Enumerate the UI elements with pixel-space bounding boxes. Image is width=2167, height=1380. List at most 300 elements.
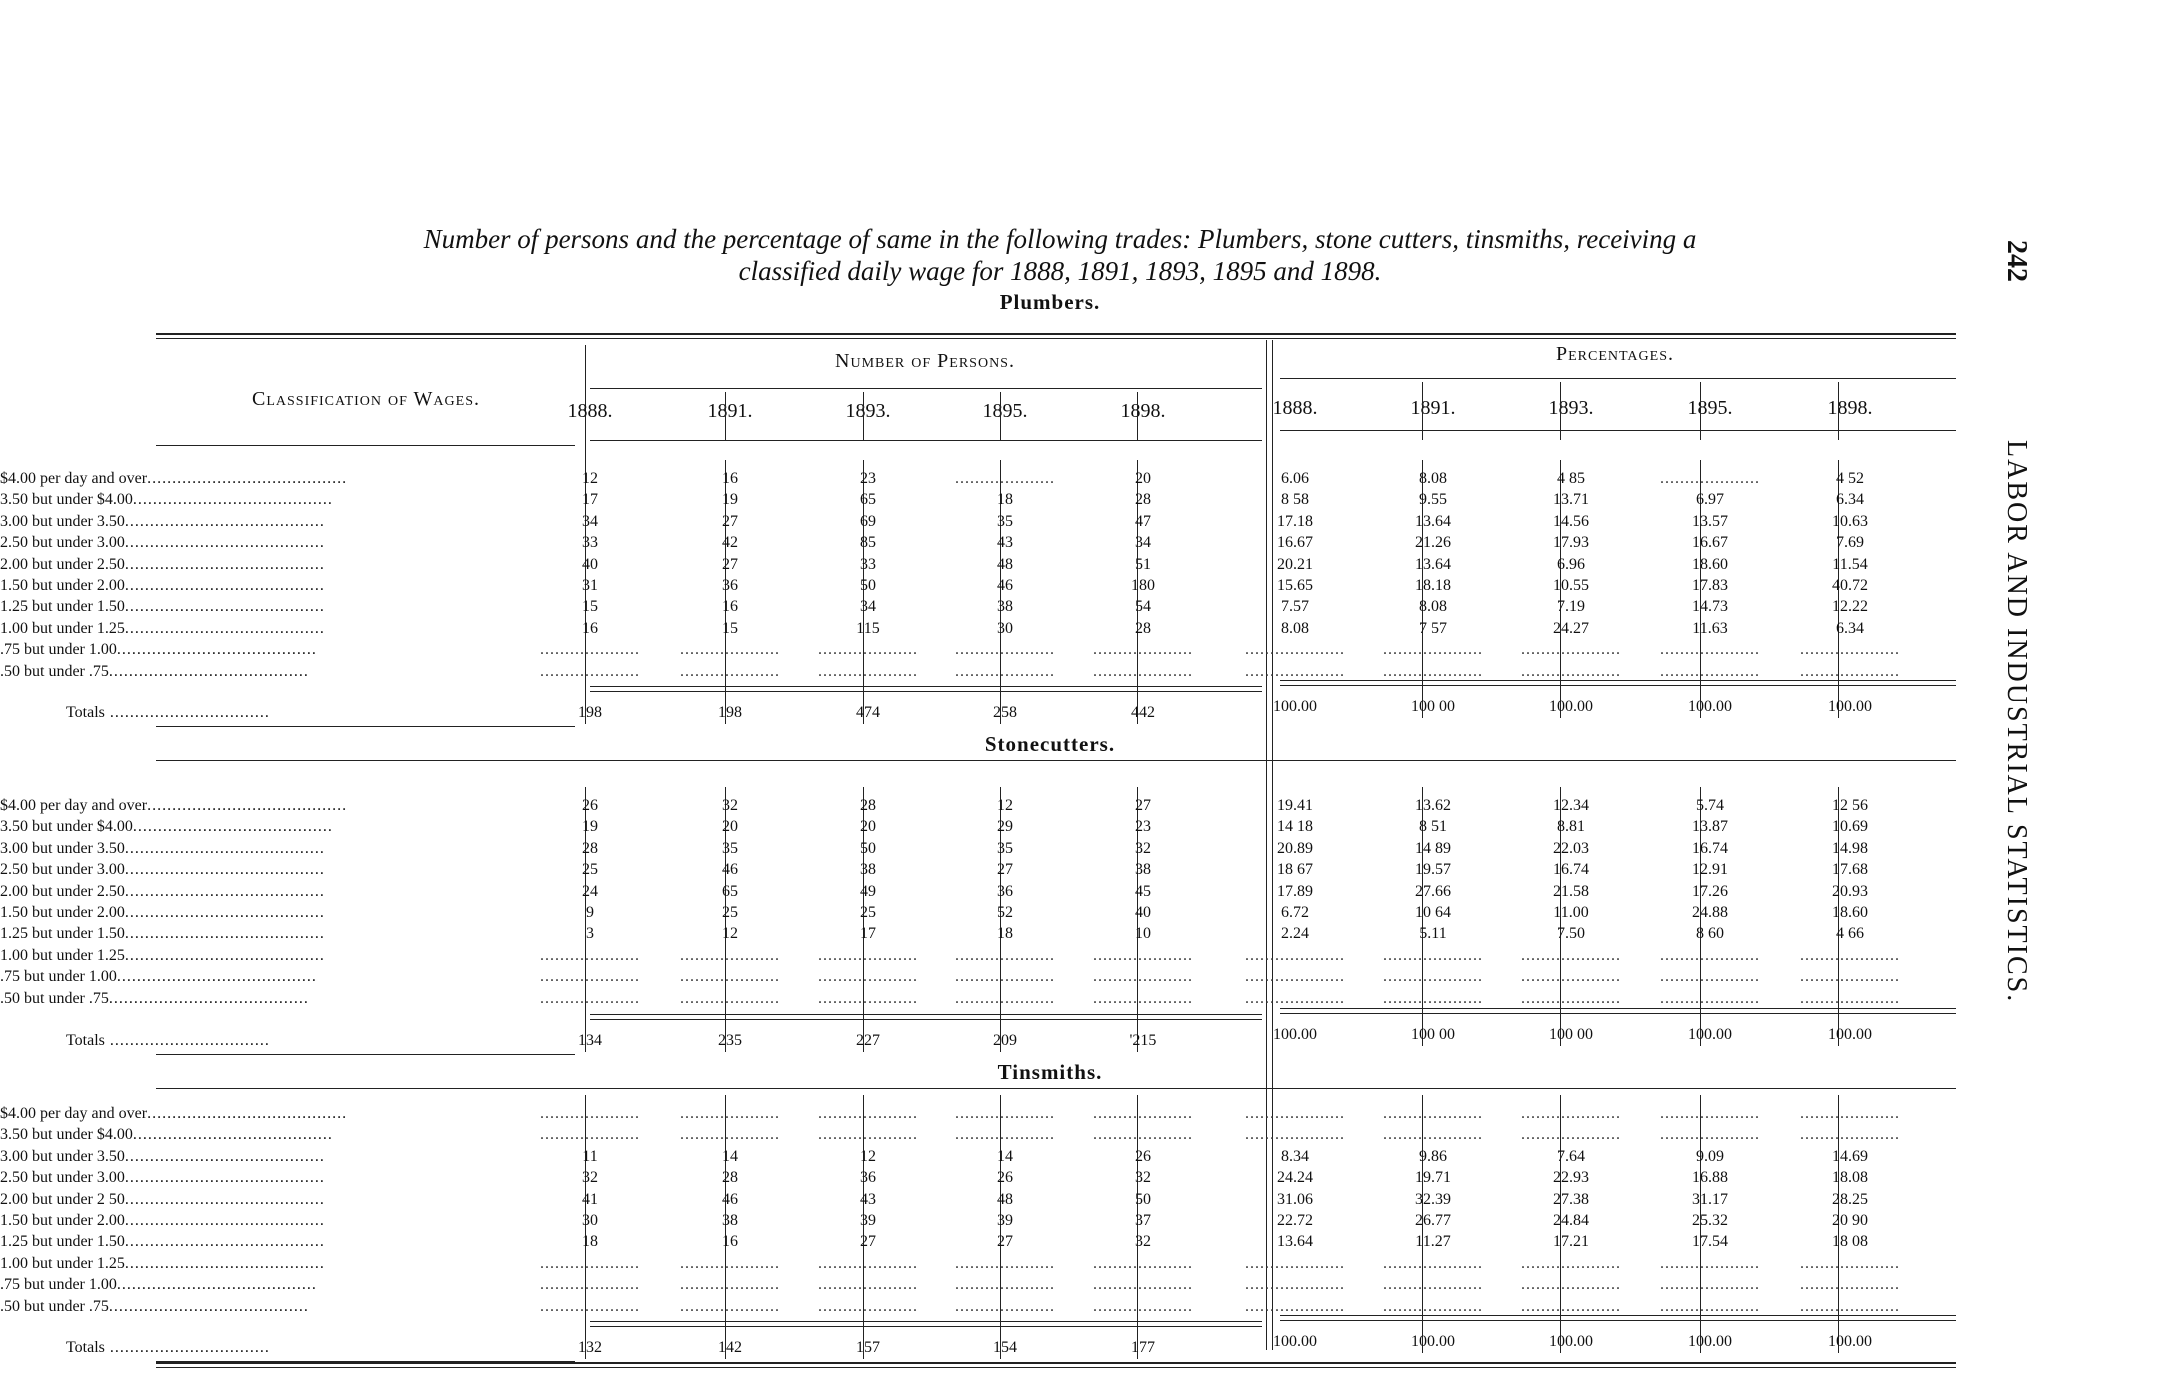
percentage-cell: 17.18 <box>1277 512 1313 530</box>
header-percentages: Percentages. <box>1555 343 1674 365</box>
totals-row <box>0 1333 1872 1358</box>
year-column-rule <box>863 392 864 440</box>
leader-dots: ........................................ <box>124 577 325 594</box>
leader-dots: ................................ <box>104 704 270 721</box>
totals-row <box>0 698 1872 723</box>
number-cell: .................... <box>680 1105 780 1122</box>
totals-rule <box>590 1014 1262 1015</box>
percentage-cell: .................... <box>1245 946 1345 964</box>
percentage-cell: 13.62 <box>1415 797 1451 814</box>
number-cell: 47 <box>1135 512 1151 530</box>
running-head: LABOR AND INDUSTRIAL STATISTICS. <box>2001 440 2032 1004</box>
number-cell: .................... <box>818 946 918 964</box>
percentage-cell: 8.08 <box>1281 619 1309 637</box>
percentage-cell: 27.66 <box>1415 882 1451 900</box>
number-cell: 30 <box>582 1212 598 1229</box>
table-row <box>0 1253 1900 1274</box>
number-cell: .................... <box>955 641 1055 659</box>
percentage-cell: 8.34 <box>1281 1147 1309 1165</box>
number-cell: 34 <box>582 512 598 530</box>
number-cell: 38 <box>1135 861 1151 879</box>
table-row <box>0 532 1864 553</box>
percentage-cell: 8.08 <box>1419 598 1447 616</box>
percentage-cell: .................... <box>1245 1276 1345 1294</box>
number-cell: 14 <box>722 1147 738 1165</box>
number-cell: 48 <box>997 1190 1013 1208</box>
number-cell: 40 <box>1135 904 1151 921</box>
leader-dots: ................................ <box>104 1032 270 1049</box>
percentage-cell: 2.24 <box>1281 925 1309 943</box>
number-cell: 15 <box>582 598 598 616</box>
number-cell: 16 <box>722 598 738 616</box>
totals-rule <box>1280 1008 1956 1009</box>
percentage-cell: 18.08 <box>1832 1169 1868 1187</box>
wage-class-label <box>0 554 420 575</box>
wage-class-label <box>0 489 420 510</box>
pct-year-header: 1891. <box>1410 397 1456 419</box>
number-cell: 28 <box>582 839 598 857</box>
number-cell: .................... <box>1093 641 1193 659</box>
leader-dots: ........................................ <box>124 512 325 530</box>
percentage-cell: .................... <box>1521 1254 1621 1272</box>
table-title-line-1: Number of persons and the percentage of same in the following trades: Plumbers, stone cutters, tinsmiths, receiving a <box>423 224 1697 254</box>
total-percentage-cell: 100.00 <box>1273 698 1317 715</box>
number-cell: 36 <box>997 882 1013 900</box>
table-row <box>0 902 1868 923</box>
leader-dots: ........................................ <box>124 946 325 964</box>
table-row <box>0 1124 1900 1145</box>
wage-class-label <box>0 881 420 902</box>
number-cell: 46 <box>997 577 1013 594</box>
leader-dots: ........................................ <box>124 861 325 879</box>
wage-class-label <box>0 639 420 660</box>
number-cell: 16 <box>722 470 738 487</box>
total-number-cell: 442 <box>1131 704 1155 721</box>
number-cell: 23 <box>1135 818 1151 836</box>
leader-dots: ........................................ <box>147 1105 348 1122</box>
percentage-cell: .................... <box>1800 641 1900 659</box>
wage-class-text: 1.25 but under 1.50 <box>0 925 125 943</box>
percentage-cell: 24.24 <box>1277 1169 1313 1187</box>
percentage-cell: 22.93 <box>1553 1169 1589 1187</box>
totals-rule <box>590 1019 1262 1020</box>
number-cell: 50 <box>860 839 876 857</box>
percentage-cell: .................... <box>1245 1105 1345 1122</box>
number-cell: 38 <box>722 1212 738 1229</box>
percentage-cell: 17.83 <box>1692 577 1728 594</box>
number-cell: 32 <box>582 1169 598 1187</box>
total-number-cell: 198 <box>718 704 742 721</box>
number-cell: .................... <box>680 968 780 986</box>
number-cell: 115 <box>856 619 880 637</box>
percentage-cell: .................... <box>1800 1254 1900 1272</box>
wage-class-label <box>0 966 420 987</box>
totals-label <box>0 702 486 723</box>
total-number-cell: 154 <box>993 1339 1017 1356</box>
wage-class-text: 3.50 but under $4.00 <box>0 491 133 509</box>
leader-dots: ........................................ <box>147 470 348 487</box>
percentage-cell: 13.64 <box>1415 555 1451 573</box>
number-cell: .................... <box>818 1276 918 1294</box>
percentage-cell: .................... <box>1521 968 1621 986</box>
leader-dots: ........................................ <box>124 839 325 857</box>
totals-rule <box>590 1321 1262 1322</box>
table-row <box>0 489 1864 510</box>
percentage-cell: .................... <box>1383 662 1483 680</box>
total-number-cell: 227 <box>856 1032 880 1049</box>
table-row <box>0 1210 1868 1231</box>
percentage-cell: 8 60 <box>1696 925 1724 943</box>
number-cell: .................... <box>955 1105 1055 1122</box>
pct-year-header: 1893. <box>1548 397 1594 419</box>
percentage-cell: 18 67 <box>1277 861 1313 879</box>
number-cell: 20 <box>1135 470 1151 487</box>
number-cell: .................... <box>540 968 640 986</box>
total-percentage-cell: 100.00 <box>1411 1333 1455 1350</box>
totals-rule <box>590 691 1262 692</box>
percentage-cell: .................... <box>1660 662 1760 680</box>
total-number-cell: '215 <box>1129 1032 1157 1049</box>
percentage-cell: .................... <box>1383 1276 1483 1294</box>
number-cell: 26 <box>997 1169 1013 1187</box>
wage-class-text: 1.50 but under 2.00 <box>0 1212 125 1229</box>
total-number-cell: 235 <box>718 1032 742 1049</box>
number-cell: 27 <box>722 512 738 530</box>
table-bottom-rule <box>156 1362 1956 1364</box>
number-cell: 28 <box>722 1169 738 1187</box>
number-cell: 35 <box>997 512 1013 530</box>
wage-class-label <box>0 838 420 859</box>
table-row <box>0 1146 1868 1167</box>
number-cell: 180 <box>1131 577 1155 594</box>
totals-rule <box>1280 1315 1956 1316</box>
number-cell: 33 <box>582 534 598 552</box>
percentage-cell: .................... <box>1383 968 1483 986</box>
table-row <box>0 945 1900 966</box>
percentage-cell: .................... <box>1660 1126 1760 1144</box>
percentage-cell: 8.81 <box>1557 818 1585 836</box>
percentage-cell: 32.39 <box>1415 1190 1451 1208</box>
percentage-cell: 17.21 <box>1553 1233 1589 1251</box>
number-cell: .................... <box>955 1297 1055 1315</box>
number-cell: 19 <box>722 491 738 509</box>
percentage-cell: 6.72 <box>1281 904 1309 921</box>
wage-class-label <box>0 923 420 944</box>
percentage-cell: .................... <box>1660 470 1760 487</box>
percentage-cell: .................... <box>1660 1276 1760 1294</box>
total-percentage-cell: 100.00 <box>1273 1026 1317 1043</box>
number-cell: 17 <box>860 925 876 943</box>
percentage-cell: 27.38 <box>1553 1190 1589 1208</box>
number-cell: .................... <box>540 662 640 680</box>
percentage-cell: .................... <box>1245 989 1345 1007</box>
percentage-cell: .................... <box>1660 1297 1760 1315</box>
number-cell: 27 <box>997 861 1013 879</box>
totals-rule <box>1280 1320 1956 1321</box>
wage-class-text: .75 but under 1.00 <box>0 1276 117 1294</box>
wage-class-text: 1.25 but under 1.50 <box>0 598 125 616</box>
number-cell: 18 <box>997 491 1013 509</box>
wage-class-label <box>0 1146 420 1167</box>
total-number-cell: 198 <box>578 704 602 721</box>
number-cell: 27 <box>860 1233 876 1251</box>
wage-class-text: 2.00 but under 2.50 <box>0 882 125 900</box>
total-number-cell: 157 <box>856 1339 880 1356</box>
percentage-cell: 16.74 <box>1553 861 1589 879</box>
percentage-cell: 12.91 <box>1692 861 1728 879</box>
number-cell: 49 <box>860 882 876 900</box>
table-row <box>0 966 1900 987</box>
percentage-cell: 18 08 <box>1832 1233 1868 1251</box>
percentage-cell: 6.97 <box>1696 491 1724 509</box>
wage-class-text: $4.00 per day and over <box>0 1105 148 1122</box>
table-row <box>0 1274 1900 1295</box>
number-cell: .................... <box>955 1254 1055 1272</box>
wage-class-label <box>0 816 420 837</box>
number-cell: 41 <box>582 1190 598 1208</box>
wage-class-text: $4.00 per day and over <box>0 797 148 814</box>
leader-dots: ........................................ <box>124 534 325 552</box>
percentage-cell: 25.32 <box>1692 1212 1728 1229</box>
number-cell: 12 <box>722 925 738 943</box>
percentage-cell: .................... <box>1521 946 1621 964</box>
number-cell: 16 <box>722 1233 738 1251</box>
number-cell: 3 <box>586 925 594 943</box>
percentage-cell: .................... <box>1521 989 1621 1007</box>
percentage-cell: 6.34 <box>1836 491 1864 509</box>
year-column-rule <box>1137 392 1138 440</box>
wage-class-label <box>0 511 420 532</box>
percentage-cell: 17.26 <box>1692 882 1728 900</box>
percentage-cell: 13.57 <box>1692 512 1728 530</box>
percentage-cell: 7.57 <box>1281 598 1309 616</box>
total-percentage-cell: 100 00 <box>1411 1026 1455 1043</box>
wage-class-label <box>0 575 420 596</box>
totals-rule <box>1280 680 1956 681</box>
percentage-cell: 10.63 <box>1832 512 1868 530</box>
percentage-cell: .................... <box>1245 1254 1345 1272</box>
leader-dots: ........................................ <box>124 1169 325 1187</box>
number-cell: 46 <box>722 1190 738 1208</box>
percentage-cell: 13.64 <box>1277 1233 1313 1251</box>
number-cell: 25 <box>582 861 598 879</box>
number-cell: 17 <box>582 491 598 509</box>
wage-class-text: 3.00 but under 3.50 <box>0 839 125 857</box>
table-row <box>0 596 1868 617</box>
wage-class-text: 3.00 but under 3.50 <box>0 512 125 530</box>
percentage-cell: .................... <box>1800 1276 1900 1294</box>
table-row <box>0 838 1868 859</box>
number-cell: 25 <box>860 904 876 921</box>
number-cell: 16 <box>582 619 598 637</box>
leader-dots: ........................................ <box>124 1147 325 1165</box>
number-cell: 51 <box>1135 555 1151 573</box>
number-cell: 38 <box>860 861 876 879</box>
percentage-cell: 5.11 <box>1419 925 1447 943</box>
number-cell: 24 <box>582 882 598 900</box>
percentage-cell: 18.18 <box>1415 577 1451 594</box>
number-cell: .................... <box>540 1276 640 1294</box>
percentage-cell: 17.89 <box>1277 882 1313 900</box>
number-cell: 28 <box>1135 491 1151 509</box>
number-header-rule <box>590 388 1262 389</box>
percentage-cell: 10.55 <box>1553 577 1589 594</box>
number-cell: 32 <box>1135 1233 1151 1251</box>
wage-class-text: 1.50 but under 2.00 <box>0 577 125 594</box>
table-row <box>0 618 1864 639</box>
wage-class-text: 2.50 but under 3.00 <box>0 861 125 879</box>
totals-bottom-rule <box>156 726 575 727</box>
number-cell: .................... <box>540 641 640 659</box>
table-row <box>0 554 1868 575</box>
number-cell: 27 <box>1135 797 1151 814</box>
number-cell: .................... <box>818 968 918 986</box>
leader-dots: ........................................ <box>108 662 309 680</box>
percentage-cell: 14 89 <box>1415 839 1451 857</box>
number-cell: 39 <box>860 1212 876 1229</box>
wage-class-label <box>0 1296 420 1317</box>
number-cell: .................... <box>955 470 1055 487</box>
table-row <box>0 816 1868 837</box>
wage-class-label <box>0 661 420 682</box>
percentage-cell: .................... <box>1383 1254 1483 1272</box>
percentage-cell: .................... <box>1521 1126 1621 1144</box>
percentage-cell: 6.06 <box>1281 470 1309 487</box>
percentage-cell: .................... <box>1660 1105 1760 1122</box>
number-cell: 30 <box>997 619 1013 637</box>
leader-dots: ........................................ <box>147 797 348 814</box>
percentage-cell: 17.54 <box>1692 1233 1728 1251</box>
table-row <box>0 881 1868 902</box>
percentage-cell: 10.69 <box>1832 818 1868 836</box>
year-column-rule <box>1422 382 1423 440</box>
number-cell: .................... <box>540 946 640 964</box>
table-title-line-2: classified daily wage for 1888, 1891, 1893, 1895 and 1898. <box>738 256 1382 286</box>
wage-class-label <box>0 945 420 966</box>
totals-rule <box>590 1326 1262 1327</box>
num-year-header: 1891. <box>707 400 753 422</box>
section-title-rule <box>156 1088 1956 1089</box>
leader-dots: ........................................ <box>132 491 333 509</box>
leader-dots: ........................................ <box>124 1190 325 1208</box>
total-number-cell: 142 <box>718 1339 742 1356</box>
page-number: 242 <box>2001 240 2032 282</box>
leader-dots: ........................................ <box>124 882 325 900</box>
leader-dots: ........................................ <box>124 925 325 943</box>
percentage-cell: 14.56 <box>1553 512 1589 530</box>
total-percentage-cell: 100.00 <box>1688 698 1732 715</box>
percentage-cell: 22.72 <box>1277 1212 1313 1229</box>
table-row <box>0 859 1868 880</box>
wage-class-text: 3.00 but under 3.50 <box>0 1147 125 1165</box>
wage-class-label <box>0 1167 420 1188</box>
percentage-cell: 19.71 <box>1415 1169 1451 1187</box>
number-cell: 14 <box>997 1147 1013 1165</box>
wage-class-label <box>0 532 420 553</box>
percentage-cell: .................... <box>1660 989 1760 1007</box>
leader-dots: ........................................ <box>108 989 309 1007</box>
number-cell: 26 <box>1135 1147 1151 1165</box>
percentage-cell: 17.93 <box>1553 534 1589 552</box>
number-cell: 48 <box>997 555 1013 573</box>
wage-class-text: 1.00 but under 1.25 <box>0 946 125 964</box>
percentage-cell: 10 64 <box>1415 904 1451 921</box>
number-cell: 12 <box>997 797 1013 814</box>
percentage-cell: 22.03 <box>1553 839 1589 857</box>
header-top-rule-2 <box>156 338 1956 339</box>
number-cell: 28 <box>1135 619 1151 637</box>
percentage-cell: .................... <box>1660 1254 1760 1272</box>
table-row <box>0 1296 1900 1317</box>
leader-dots: ................................ <box>104 1339 270 1356</box>
header-bottom-rule <box>590 440 1262 441</box>
percentage-cell: 13.64 <box>1415 512 1451 530</box>
percentage-cell: 28.25 <box>1832 1190 1868 1208</box>
wage-class-label <box>0 1103 420 1124</box>
number-cell: 40 <box>582 555 598 573</box>
percentage-cell: 17.68 <box>1832 861 1868 879</box>
number-cell: 20 <box>860 818 876 836</box>
percentage-cell: 12.34 <box>1553 797 1589 814</box>
section-title-rule <box>156 760 1956 761</box>
number-cell: .................... <box>680 662 780 680</box>
number-cell: 31 <box>582 577 598 594</box>
wage-class-text: 3.50 but under $4.00 <box>0 1126 133 1144</box>
number-cell: 27 <box>722 555 738 573</box>
number-cell: 27 <box>997 1233 1013 1251</box>
number-cell: 15 <box>722 619 738 637</box>
wage-class-text: .50 but under .75 <box>0 989 109 1007</box>
percentage-cell: 16.88 <box>1692 1169 1728 1187</box>
wage-class-label <box>0 902 420 923</box>
percentage-cell: 16.67 <box>1692 534 1728 552</box>
percentage-cell: 12 56 <box>1832 797 1868 814</box>
wage-class-text: .50 but under .75 <box>0 1297 109 1315</box>
number-cell: 42 <box>722 534 738 552</box>
leader-dots: ........................................ <box>132 1126 333 1144</box>
totals-rule <box>1280 1013 1956 1014</box>
section-title: Tinsmiths. <box>997 1060 1103 1084</box>
number-cell: .................... <box>540 1105 640 1122</box>
leader-dots: ........................................ <box>124 1254 325 1272</box>
number-cell: 35 <box>997 839 1013 857</box>
number-cell: .................... <box>680 1297 780 1315</box>
table-row <box>0 575 1868 596</box>
percentage-cell: .................... <box>1800 989 1900 1007</box>
percentage-cell: 16.74 <box>1692 839 1728 857</box>
header-bottom-rule <box>1280 430 1956 431</box>
table-row <box>0 923 1864 944</box>
total-number-cell: 209 <box>993 1032 1017 1049</box>
percentage-cell: .................... <box>1245 641 1345 659</box>
percentage-cell: 7 57 <box>1419 619 1447 637</box>
total-percentage-cell: 100.00 <box>1828 1026 1872 1043</box>
leader-dots: ........................................ <box>132 818 333 836</box>
percentage-cell: .................... <box>1521 1297 1621 1315</box>
percentage-cell: 21.26 <box>1415 534 1451 552</box>
number-cell: .................... <box>680 1126 780 1144</box>
total-percentage-cell: 100.00 <box>1688 1333 1732 1350</box>
number-cell: .................... <box>540 1126 640 1144</box>
percentage-cell: 11.63 <box>1692 619 1728 637</box>
num-year-header: 1895. <box>982 400 1028 422</box>
totals-row <box>0 1026 1872 1051</box>
percentage-cell: 11.27 <box>1415 1233 1451 1251</box>
number-cell: .................... <box>1093 662 1193 680</box>
pct-header-rule <box>1280 378 1956 379</box>
percentage-cell: 20 90 <box>1832 1212 1868 1229</box>
percentage-cell: 13.71 <box>1553 491 1589 509</box>
